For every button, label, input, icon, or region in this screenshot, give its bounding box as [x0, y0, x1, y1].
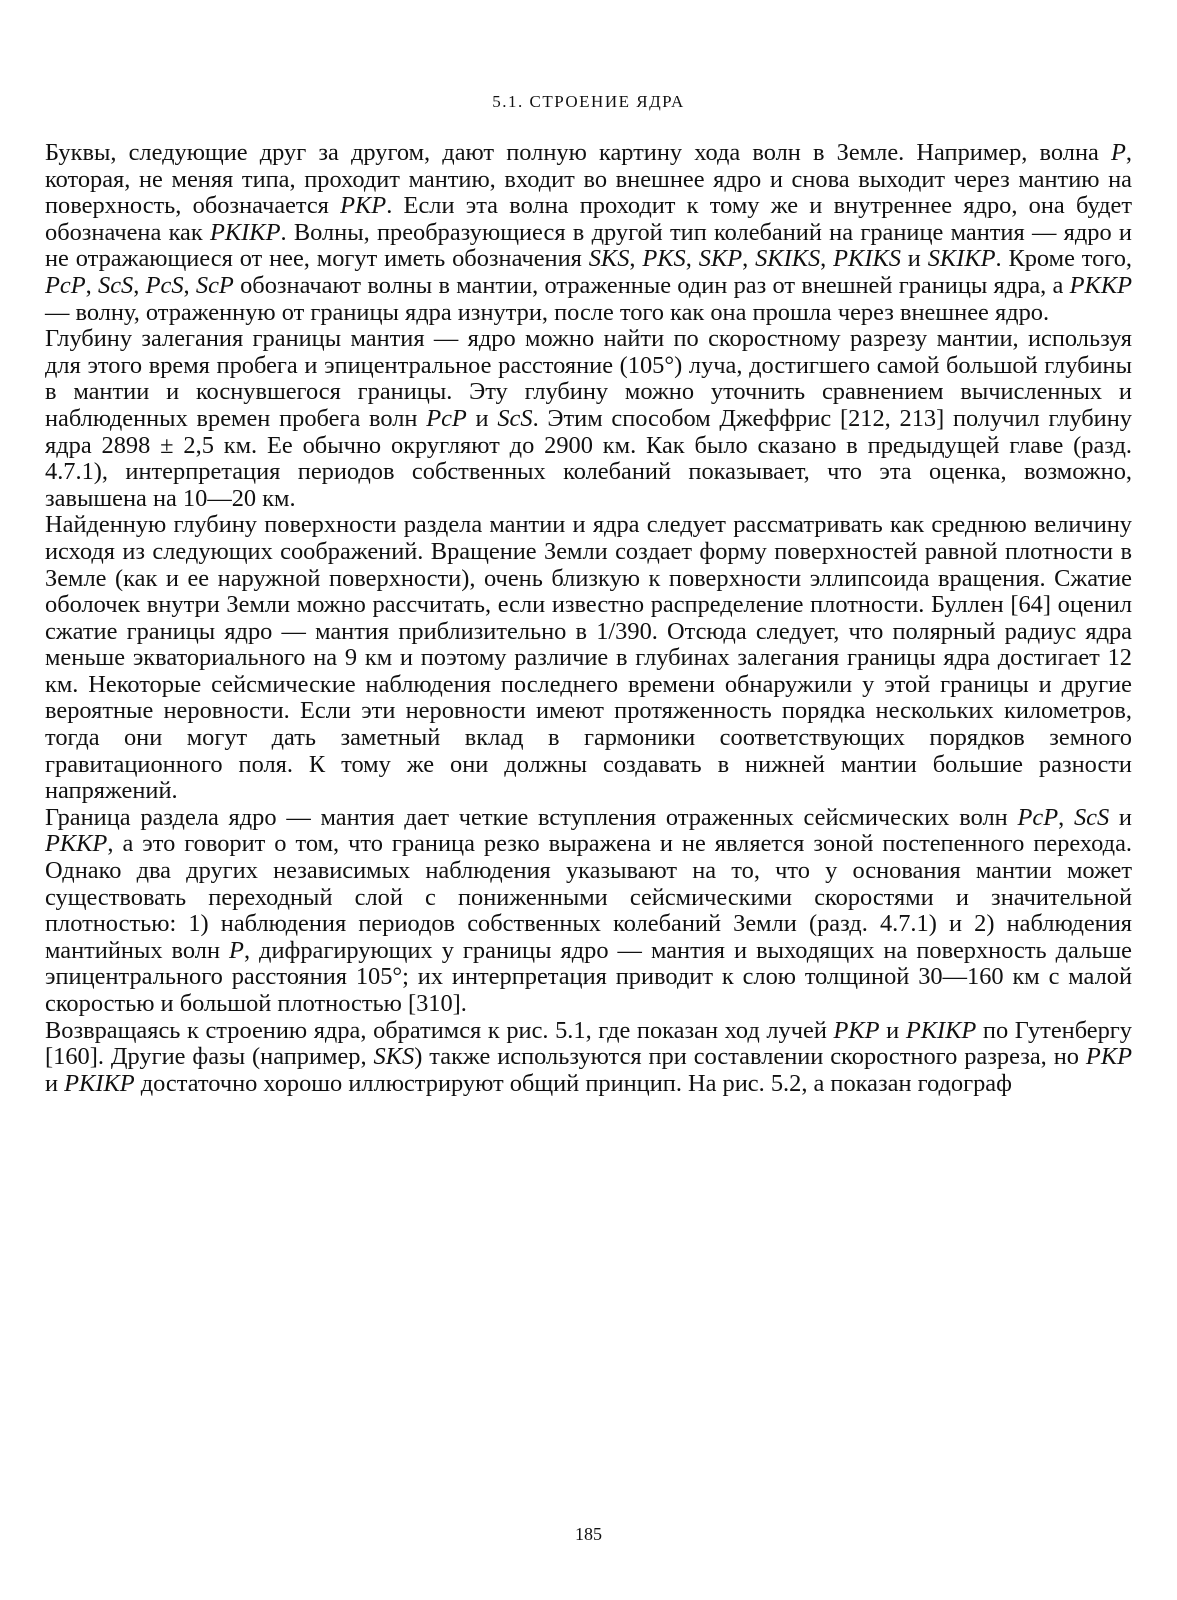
phase-symbol: PcP: [1017, 803, 1059, 831]
running-header: 5.1. СТРОЕНИЕ ЯДРА: [492, 92, 685, 111]
phase-symbol: P: [229, 936, 244, 964]
phase-symbol: ScP: [195, 271, 234, 299]
phase-symbol: ScS: [1073, 803, 1110, 831]
paragraph-1: Буквы, следующие друг за другом, дают полную картину хода волн в Земле. Например, волна P, которая, не меняя типа, проходит мантию, входит во внешнее ядро и снова выходит через мантию на поверхность, обозначается PKP. Если эта волна проходит к тому же и внутреннее ядро, она будет обозначена как PKIKP. Волны, преобразующиеся в другой тип колебаний на границе мантия — ядро и не отражающиеся от нее, могут иметь обозначения SKS, PKS, SKP, SKIKS, PKIKS и SKIKP. Кроме того, PcP, ScS, PcS, ScP обозначают волны в мантии, отраженные один раз от внешней границы ядра, а PKKP — волну, отраженную от границы ядра изнутри, после того как она прошла через внешнее ядро.: [45, 139, 1133, 326]
phase-symbol: PKIKS: [833, 245, 901, 273]
phase-symbol: SKIKP: [927, 245, 996, 273]
phase-symbol: PKIKP: [64, 1069, 135, 1097]
phase-symbol: PKKP: [45, 830, 108, 858]
phase-symbol: PKKP: [1069, 271, 1132, 299]
paragraph-3: Найденную глубину поверхности раздела мантии и ядра следует рассматривать как среднюю величину исходя из следующих соображений. Вращение Земли создает форму поверхностей равной плотности в Земле (как и ее наружной поверхности), очень близкую к поверхности эллипсоида вращения. Сжатие оболочек внутри Земли можно рассчитать, если известно распределение плотности. Буллен [64] оценил сжатие границы ядро — мантия приблизительно в 1/390. Отсюда следует, что полярный радиус ядра меньше экваториального на 9 км и поэтому различие в глубинах залегания границы ядра достигает 12 км. Некоторые сейсмические наблюдения последнего времени обнаружили у этой границы и другие вероятные неровности. Если эти неровности имеют протяженность порядка нескольких километров, тогда они могут дать заметный вклад в гармоники соответствующих порядков земного гравитационного поля. К тому же они должны создавать в нижней мантии большие разности напряжений.: [45, 511, 1132, 805]
phase-symbol: PKIKP: [210, 218, 281, 246]
phase-symbol: SKIKS: [755, 245, 821, 273]
paragraph-4: Граница раздела ядро — мантия дает четкие вступления отраженных сейсмических волн PcP, ScS и PKKP, а это говорит о том, что граница резко выражена и не является зоной постепенного перехода. Однако два других независимых наблюдения указывают на то, что у основания мантии может существовать переходный слой с пониженными сейсмическими скоростями и значительной плотностью: 1) наблюдения периодов собственных колебаний Земли (разд. 4.7.1) и 2) наблюдения мантийных волн P, дифрагирующих у границы ядро — мантия и выходящих на поверхность дальше эпицентрального расстояния 105°; их интерпретация приводит к слою толщиной 30—160 км с малой скоростью и большой плотностью [310].: [45, 803, 1132, 1017]
phase-symbol: ScS: [98, 271, 134, 299]
phase-symbol: ScS: [497, 404, 533, 432]
phase-symbol: PKS: [642, 245, 686, 273]
phase-symbol: PKP: [833, 1016, 880, 1044]
phase-symbol: PKIKP: [905, 1016, 977, 1044]
phase-symbol: SKS: [373, 1043, 415, 1071]
paragraph-2: Глубину залегания границы мантия — ядро можно найти по скоростному разрезу мантии, используя для этого время пробега и эпицентральное расстояние (105°) луча, достигшего самой большой глубины в мантии и коснувшегося границы. Эту глубину можно уточнить сравнением вычисленных и наблюденных времен пробега волн PcP и ScS. Этим способом Джеффрис [212, 213] получил глубину ядра 2898 ± 2,5 км. Ее обычно округляют до 2900 км. Как было сказано в предыдущей главе (разд. 4.7.1), интерпретация периодов собственных колебаний показывает, что эта оценка, возможно, завышена на 10—20 км.: [45, 325, 1132, 512]
phase-symbol: P: [1110, 139, 1126, 166]
paragraph-5: Возвращаясь к строению ядра, обратимся к рис. 5.1, где показан ход лучей PKP и PKIKP по Гутенбергу [160]. Другие фазы (например, SKS) также используются при составлении скоростного разреза, но PKP и PKIKP достаточно хорошо иллюстрируют общий принцип. На рис. 5.2, a показан годограф: [45, 1016, 1133, 1097]
phase-symbol: PcS: [145, 271, 184, 299]
phase-symbol: SKS: [588, 245, 630, 273]
phase-symbol: SKP: [698, 245, 743, 273]
page-number: 185: [575, 1524, 602, 1544]
phase-symbol: PcP: [45, 271, 86, 299]
main-text: [45, 140, 1132, 1097]
phase-symbol: PcP: [426, 404, 467, 432]
phase-symbol: PKP: [340, 192, 387, 220]
phase-symbol: PKP: [1085, 1043, 1132, 1071]
